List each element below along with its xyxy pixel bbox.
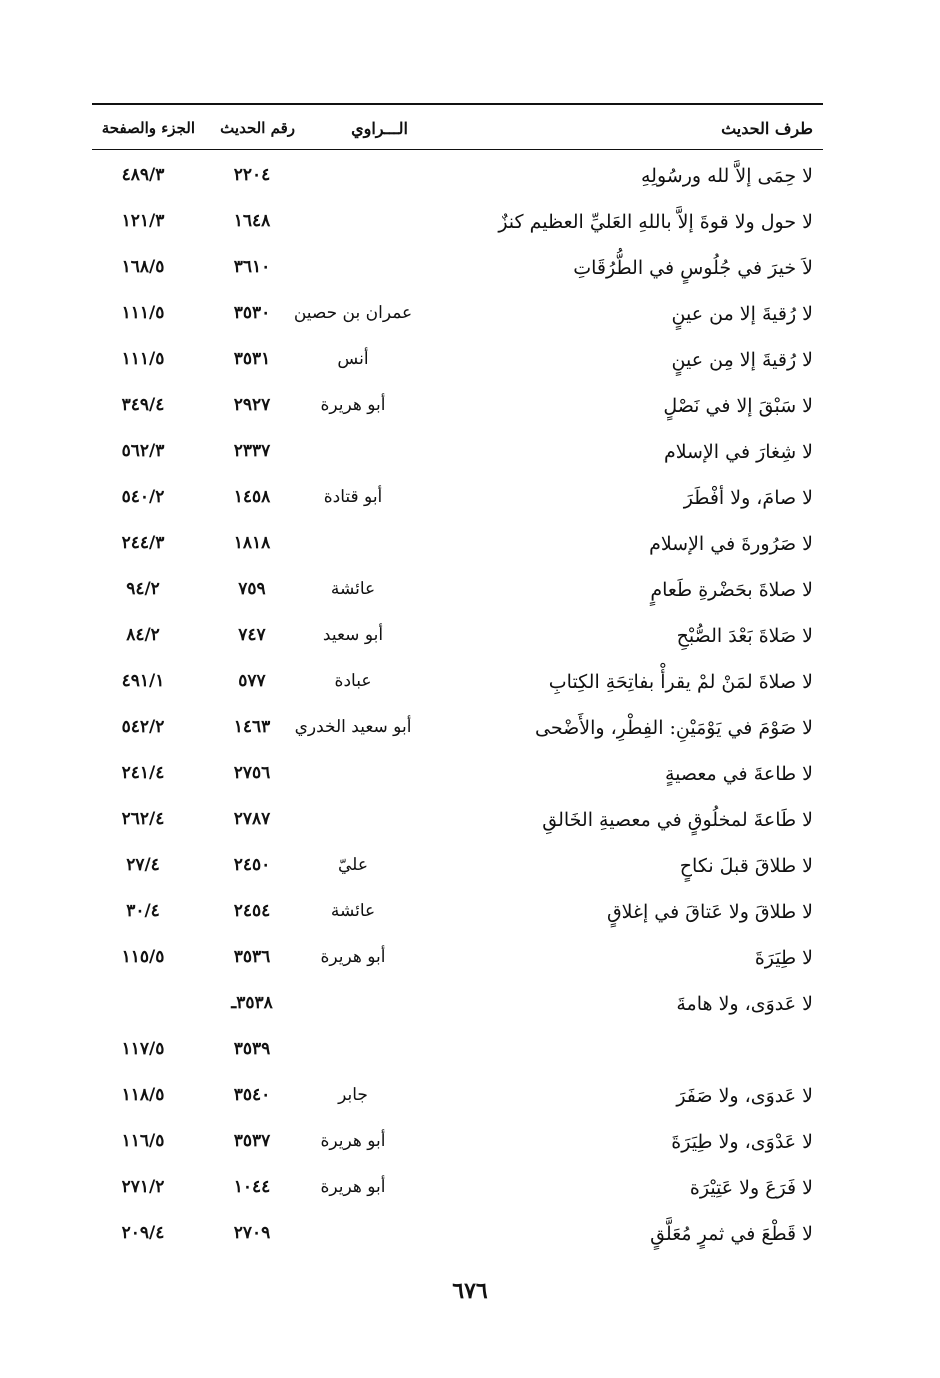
hadith-number: ٣٥٣٦ xyxy=(233,947,271,967)
header-hadith-number: رقم الحديث xyxy=(220,119,295,137)
hadith-text: لا طَاعةَ لمخلُوقٍ في معصيةِ الخَالقِ xyxy=(542,809,813,831)
hadith-number: ٢٤٥٠ xyxy=(233,855,271,875)
table-row xyxy=(92,155,823,201)
hadith-number: ٣٥٣٩ xyxy=(233,1039,271,1059)
hadith-text: لا شِغارَ في الإسلام xyxy=(663,441,813,463)
volume-page: ٥٤٢/٢ xyxy=(121,717,165,737)
hadith-number: ٢٢٠٤ xyxy=(233,165,271,185)
hadith-text: لا صَوْمَ في يَوْمَيْنِ: الفِطْرِ، والأَضْحى xyxy=(535,717,813,739)
volume-page: ٣٠/٤ xyxy=(126,901,160,921)
hadith-number: ٣٥٣٧ xyxy=(233,1131,271,1151)
table-row xyxy=(92,1075,823,1121)
narrator: جابر xyxy=(338,1085,368,1105)
narrator: أبو هريرة xyxy=(320,395,386,415)
hadith-number: ٧٥٩ xyxy=(238,579,266,599)
hadith-text: لا طاعةَ في معصيةٍ xyxy=(664,763,813,785)
hadith-text: لا طِيَرَةَ xyxy=(754,947,813,969)
table-row xyxy=(92,937,823,983)
hadith-text: لا رُقيةَ إلا مِن عينٍ xyxy=(671,349,813,371)
volume-page: ١١٨/٥ xyxy=(121,1085,165,1105)
hadith-number: ٢٣٣٧ xyxy=(233,441,271,461)
header-rule xyxy=(92,149,823,150)
volume-page: ٥٤٠/٢ xyxy=(121,487,165,507)
volume-page: ١١١/٥ xyxy=(121,303,165,323)
hadith-text: لا عَدوَى، ولا صَفَرَ xyxy=(676,1085,813,1107)
volume-page: ٣٤٩/٤ xyxy=(121,395,165,415)
table-row xyxy=(92,477,823,523)
table-row xyxy=(92,753,823,799)
table-row xyxy=(92,1121,823,1167)
table-row xyxy=(92,569,823,615)
hadith-index-table xyxy=(92,155,823,1259)
hadith-text: لا حِمَى إلاَّ لله ورسُولِهِ xyxy=(640,165,813,187)
volume-page: ٢٤١/٤ xyxy=(121,763,165,783)
narrator: أبو هريرة xyxy=(320,1131,386,1151)
header-narrator: الـــراوي xyxy=(351,119,408,138)
hadith-number: ١٨١٨ xyxy=(233,533,271,553)
volume-page: ١٢١/٣ xyxy=(121,211,165,231)
hadith-text: لا رُقيةَ إلا من عينٍ xyxy=(671,303,813,325)
hadith-number: ١٠٤٤ xyxy=(233,1177,271,1197)
volume-page: ١٦٨/٥ xyxy=(121,257,165,277)
hadith-text: لا حول ولا قوةَ إلاَّ باللهِ العَليِّ العظيم كنزٌ xyxy=(498,211,813,233)
volume-page: ٢٧/٤ xyxy=(126,855,160,875)
table-row xyxy=(92,523,823,569)
hadith-number: ١٤٦٣ xyxy=(233,717,271,737)
narrator: عمران بن حصين xyxy=(293,303,413,323)
hadith-number: ٣٥٤٠ xyxy=(233,1085,271,1105)
narrator: عائشة xyxy=(330,579,376,599)
volume-page: ١١٦/٥ xyxy=(121,1131,165,1151)
volume-page: ١١٥/٥ xyxy=(121,947,165,967)
volume-page: ٢٠٩/٤ xyxy=(121,1223,165,1243)
hadith-number: ٢٤٥٤ xyxy=(233,901,271,921)
narrator: أبو هريرة xyxy=(320,947,386,967)
hadith-number: ٢٧٠٩ xyxy=(233,1223,271,1243)
table-row xyxy=(92,1029,823,1075)
narrator: أبو قتادة xyxy=(323,487,383,507)
hadith-text: لا صَرُورةَ في الإسلام xyxy=(649,533,813,555)
volume-page: ١١٧/٥ xyxy=(121,1039,165,1059)
hadith-text: لا طلاقَ قبلَ نكاحٍ xyxy=(679,855,813,877)
hadith-number: ٢٩٢٧ xyxy=(233,395,271,415)
hadith-text: لاَ خيرَ في جُلُوسٍ في الطُّرُقَاتِ xyxy=(573,257,813,279)
table-row xyxy=(92,615,823,661)
table-row xyxy=(92,661,823,707)
table-row xyxy=(92,339,823,385)
hadith-number: ٢٧٥٦ xyxy=(233,763,271,783)
hadith-number: ٣٥٣٠ xyxy=(233,303,271,323)
hadith-number: ٣٥٣١ xyxy=(233,349,271,369)
hadith-text: لا طلاقَ ولا عَتاقَ في إغلاقٍ xyxy=(606,901,813,923)
header-hadith-text: طرف الحديث xyxy=(721,119,813,138)
narrator: أبو سعيد الخدري xyxy=(294,717,412,737)
table-row xyxy=(92,983,823,1029)
hadith-text: لا صلاةَ بحَضْرةِ طَعامٍ xyxy=(650,579,813,601)
table-row xyxy=(92,1213,823,1259)
hadith-text: لا سَبْقَ إلا في نَصْلٍ xyxy=(663,395,813,417)
volume-page: ٨٤/٢ xyxy=(126,625,160,645)
hadith-number: ٢٧٨٧ xyxy=(233,809,271,829)
volume-page: ٢٦٢/٤ xyxy=(121,809,165,829)
hadith-text: لا صَلاةَ بَعْدَ الصُّبْحِ xyxy=(676,625,813,647)
volume-page: ٢٧١/٢ xyxy=(121,1177,165,1197)
narrator: أبو هريرة xyxy=(320,1177,386,1197)
narrator: عائشة xyxy=(330,901,376,921)
hadith-text: لا فَرَعَ ولا عَتِيْرَة xyxy=(689,1177,813,1199)
narrator: عليّ xyxy=(338,855,368,875)
hadith-text: لا صلاةَ لمَنْ لمْ يقرأْ بفاتِحَةِ الكِتابِ xyxy=(548,671,813,693)
header-volume-page: الجزء والصفحة xyxy=(101,119,195,137)
hadith-text: لا صامَ، ولا أفْطَرَ xyxy=(683,487,813,509)
narrator: عبادة xyxy=(334,671,372,691)
top-rule xyxy=(92,103,823,105)
narrator: أنس xyxy=(337,349,369,369)
table-row xyxy=(92,707,823,753)
volume-page: ٤٨٩/٣ xyxy=(121,165,165,185)
page-number: ٦٧٦ xyxy=(452,1278,488,1304)
table-row xyxy=(92,799,823,845)
table-row xyxy=(92,431,823,477)
table-row xyxy=(92,891,823,937)
table-row xyxy=(92,201,823,247)
volume-page: ٢٤٤/٣ xyxy=(121,533,165,553)
narrator: أبو سعيد xyxy=(322,625,384,645)
volume-page: ٩٤/٢ xyxy=(126,579,160,599)
hadith-number: ١٤٥٨ xyxy=(233,487,271,507)
volume-page: ١١١/٥ xyxy=(121,349,165,369)
table-header xyxy=(92,113,823,145)
table-row xyxy=(92,1167,823,1213)
table-row xyxy=(92,845,823,891)
table-row xyxy=(92,293,823,339)
table-row xyxy=(92,385,823,431)
hadith-number: ٧٤٧ xyxy=(238,625,266,645)
table-row xyxy=(92,247,823,293)
hadith-number: ١٦٤٨ xyxy=(233,211,271,231)
hadith-text: لا عَدوَى، ولا هامةَ xyxy=(676,993,813,1015)
hadith-text: لا قَطْعَ في ثمرٍ مُعَلَّقٍ xyxy=(650,1223,813,1245)
hadith-number: ٣٦١٠ xyxy=(233,257,271,277)
hadith-number: ٣٥٣٨ـ xyxy=(231,993,273,1013)
volume-page: ٥٦٢/٣ xyxy=(121,441,165,461)
volume-page: ٤٩١/١ xyxy=(121,671,165,691)
hadith-number: ٥٧٧ xyxy=(238,671,266,691)
hadith-text: لا عَدْوَى، ولا طِيَرَةَ xyxy=(671,1131,813,1153)
